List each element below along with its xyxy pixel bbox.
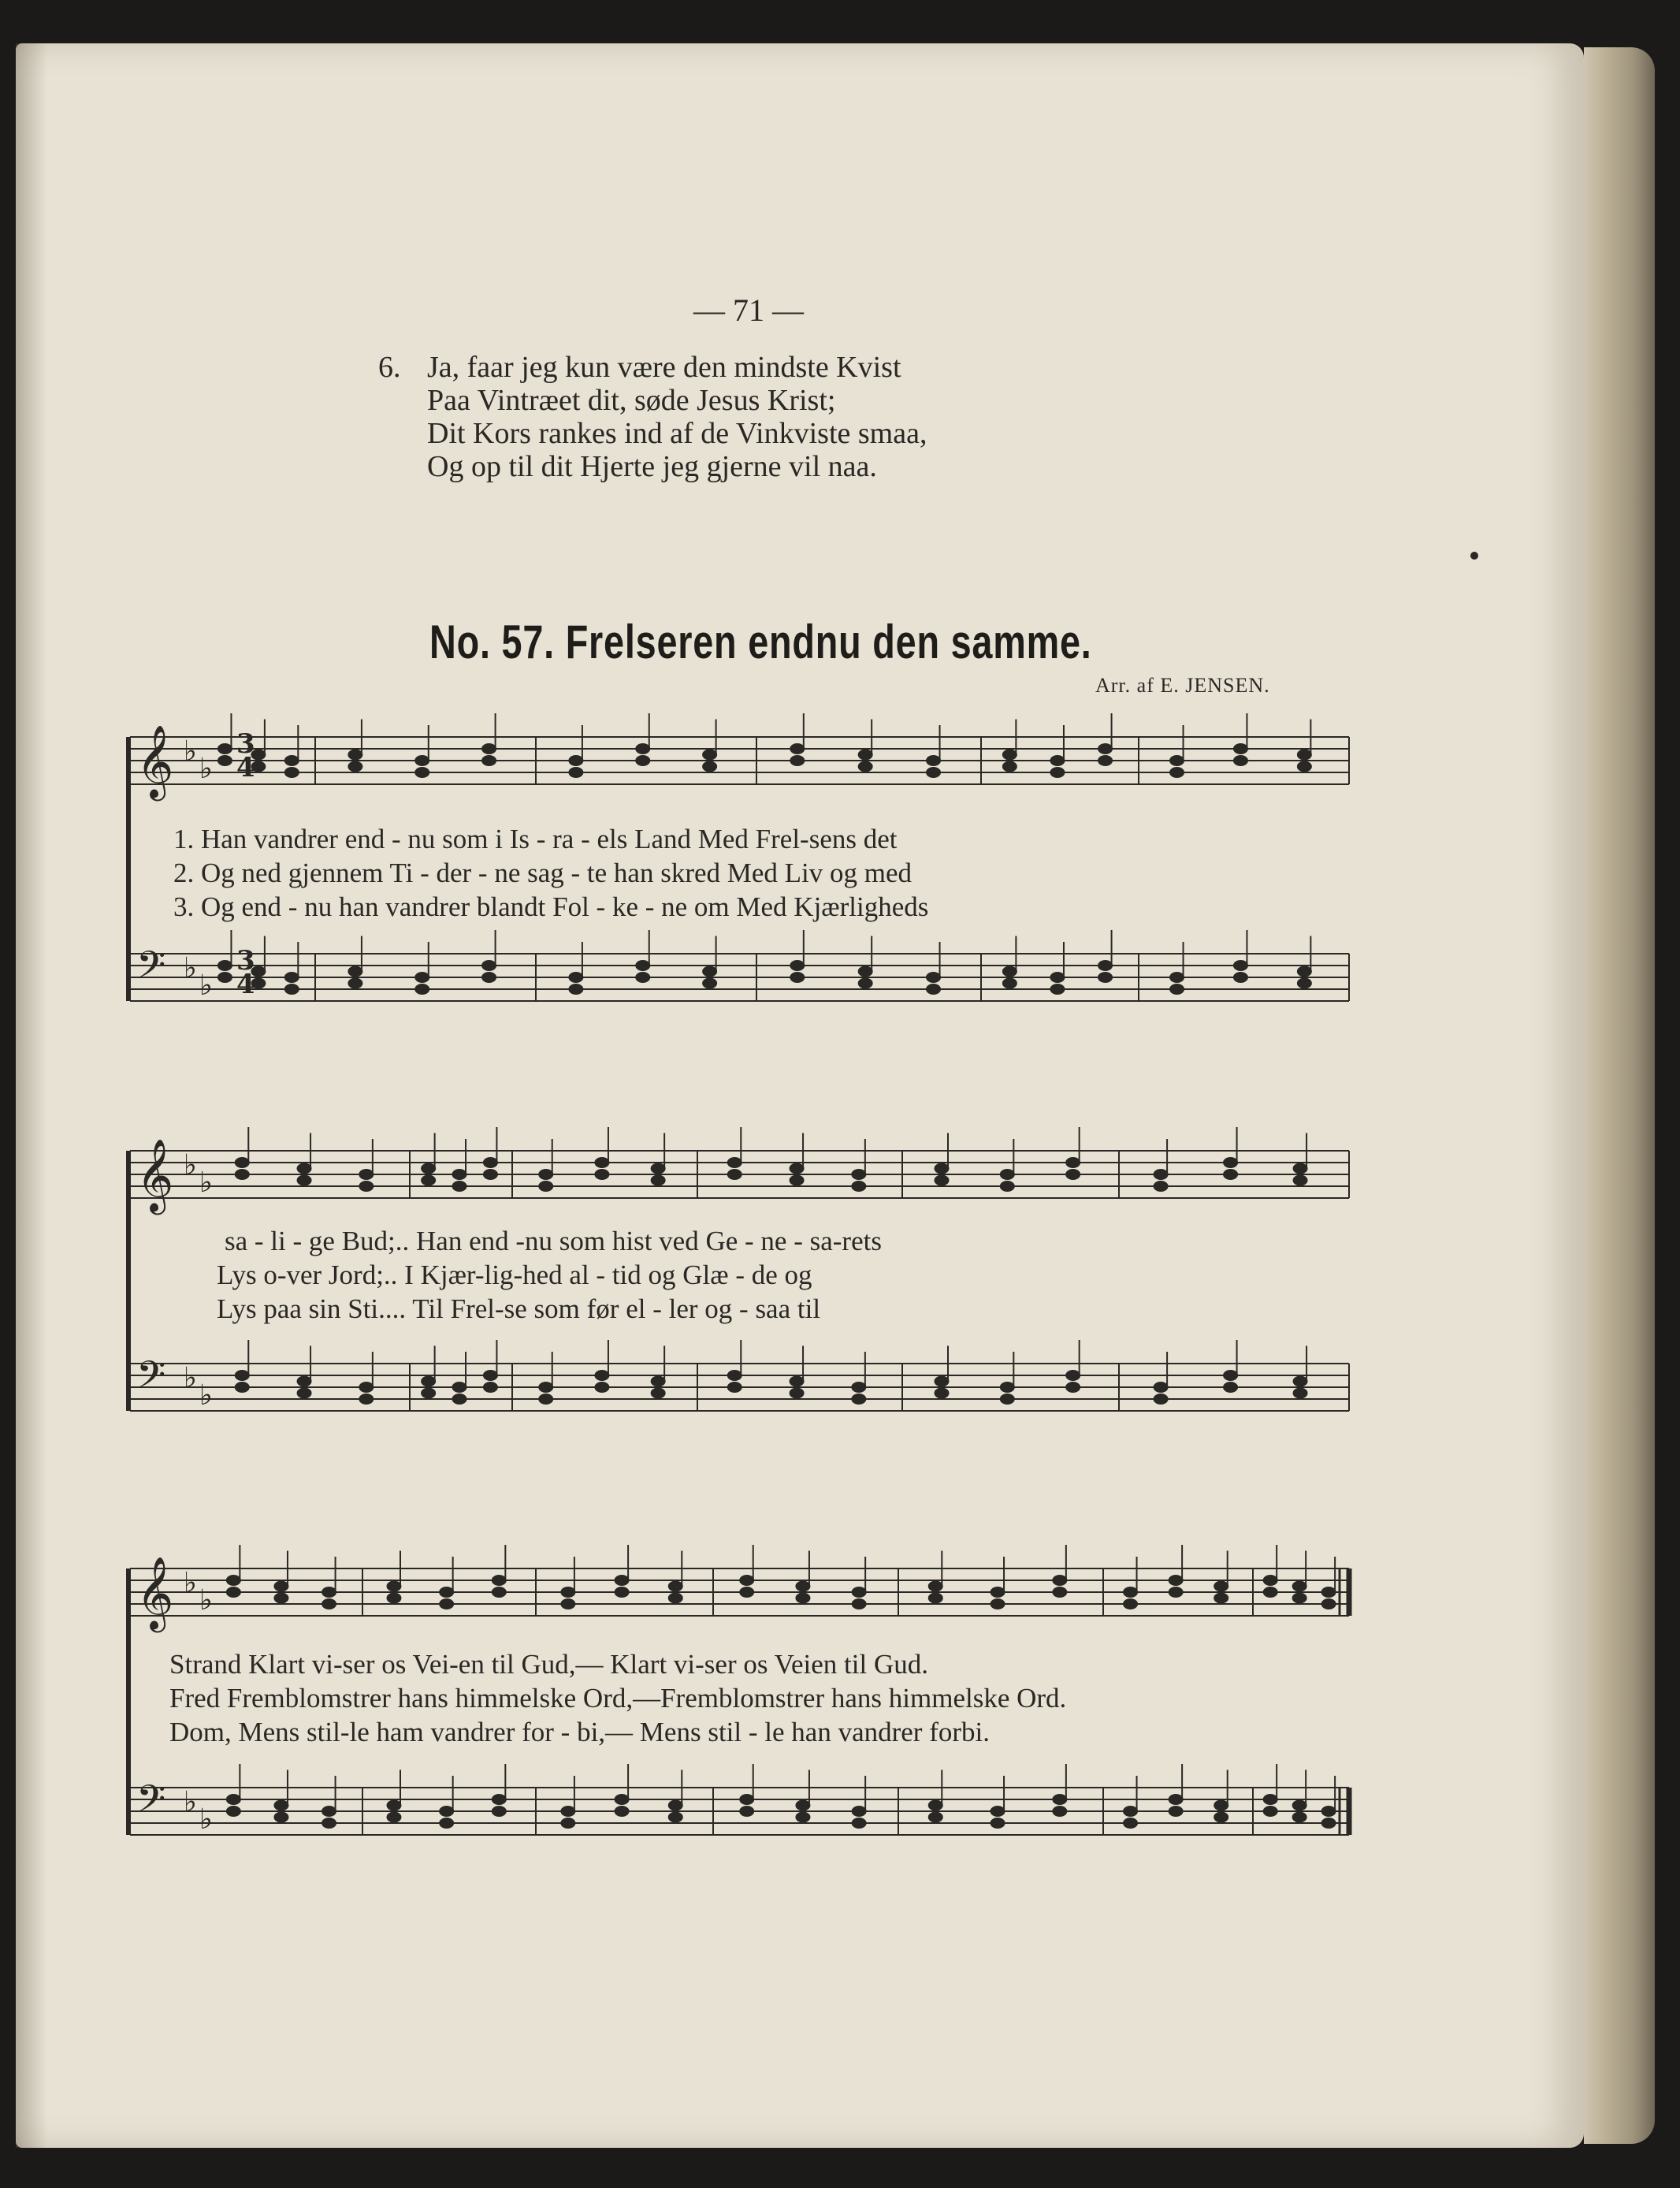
notehead xyxy=(415,768,429,778)
notehead xyxy=(217,961,232,971)
notehead xyxy=(482,744,496,754)
notehead xyxy=(440,1599,454,1609)
notehead xyxy=(226,1587,240,1598)
notehead xyxy=(226,1795,240,1805)
notehead xyxy=(415,973,429,983)
treble-clef: 𝄞 xyxy=(136,724,174,798)
time-signature: 4 xyxy=(236,969,255,1000)
notehead xyxy=(1224,1382,1238,1393)
notehead xyxy=(1263,1795,1277,1805)
notehead xyxy=(1321,1587,1336,1598)
notehead xyxy=(1297,966,1311,977)
notehead xyxy=(790,1388,804,1398)
notehead xyxy=(727,1170,742,1180)
notehead xyxy=(297,1388,311,1398)
notehead xyxy=(668,1581,682,1591)
lyric-line: 1. Han vandrer end - nu som i Is - ra - els Land Med Frel-sens det xyxy=(173,824,898,854)
lyric-line: Lys paa sin Sti.... Til Frel-se som før el - ler og - saa til xyxy=(217,1293,821,1324)
notehead xyxy=(1214,1593,1228,1603)
notehead xyxy=(595,1158,609,1168)
notehead xyxy=(636,756,650,766)
treble-clef: 𝄞 xyxy=(136,1556,174,1629)
bass-clef: 𝄢 xyxy=(136,943,166,996)
notehead xyxy=(235,1170,249,1180)
notehead xyxy=(636,961,650,971)
notehead xyxy=(790,1163,804,1174)
notehead xyxy=(595,1371,609,1381)
notehead xyxy=(539,1382,553,1393)
notehead xyxy=(1214,1581,1228,1591)
notehead xyxy=(348,750,362,760)
notehead xyxy=(1321,1818,1336,1829)
notehead xyxy=(858,750,872,760)
notehead xyxy=(651,1163,665,1174)
notehead xyxy=(1053,1576,1067,1586)
page-number: — 71 — xyxy=(693,292,804,328)
key-signature-flat: ♭ xyxy=(184,1149,197,1181)
notehead xyxy=(569,973,583,983)
notehead xyxy=(483,1371,497,1381)
notehead xyxy=(1170,756,1184,766)
notehead xyxy=(539,1181,553,1192)
notehead xyxy=(359,1170,374,1180)
notehead xyxy=(1263,1587,1277,1598)
notehead xyxy=(858,966,872,977)
notehead xyxy=(284,756,299,766)
bass-clef: 𝄢 xyxy=(136,1353,166,1406)
notehead xyxy=(452,1382,466,1393)
notehead xyxy=(217,756,232,766)
notehead xyxy=(1224,1158,1238,1168)
notehead xyxy=(1154,1181,1168,1192)
notehead xyxy=(1170,984,1184,995)
notehead xyxy=(1154,1170,1168,1180)
notehead xyxy=(928,1800,942,1810)
key-signature-flat: ♭ xyxy=(184,1567,197,1599)
notehead xyxy=(852,1818,866,1829)
notehead xyxy=(1169,1587,1183,1598)
key-signature-flat: ♭ xyxy=(199,1584,213,1617)
notehead xyxy=(492,1576,506,1586)
time-signature: 3 xyxy=(236,728,255,760)
notehead xyxy=(1066,1382,1080,1393)
notehead xyxy=(1233,961,1247,971)
notehead xyxy=(348,761,362,772)
notehead xyxy=(1214,1800,1228,1810)
notehead xyxy=(615,1795,629,1805)
notehead xyxy=(561,1807,575,1817)
notehead xyxy=(387,1800,401,1810)
notehead xyxy=(359,1394,374,1405)
notehead xyxy=(1098,961,1113,971)
notehead xyxy=(322,1587,336,1598)
notehead xyxy=(1124,1807,1138,1817)
notehead xyxy=(1224,1170,1238,1180)
notehead xyxy=(852,1599,866,1609)
notehead xyxy=(1053,1795,1067,1805)
notehead xyxy=(852,1181,866,1192)
notehead xyxy=(1124,1818,1138,1829)
notehead xyxy=(1066,1170,1080,1180)
notehead xyxy=(1050,756,1065,766)
notehead xyxy=(1169,1795,1183,1805)
notehead xyxy=(1124,1587,1138,1598)
notehead xyxy=(1050,984,1065,995)
notehead xyxy=(927,768,941,778)
notehead xyxy=(852,1807,866,1817)
verse-line: Dit Kors rankes ind af de Vinkviste smaa, xyxy=(427,417,927,450)
key-signature-flat: ♭ xyxy=(184,735,197,768)
notehead xyxy=(1002,761,1017,772)
notehead xyxy=(1002,966,1017,977)
notehead xyxy=(703,978,717,988)
notehead xyxy=(1297,978,1311,988)
notehead xyxy=(1066,1158,1080,1168)
notehead xyxy=(1321,1599,1336,1609)
notehead xyxy=(790,756,805,766)
notehead xyxy=(740,1587,754,1598)
notehead xyxy=(1233,973,1247,983)
notehead xyxy=(322,1807,336,1817)
lyric-line: 3. Og end - nu han vandrer blandt Fol - ke - ne om Med Kjærligheds xyxy=(173,891,929,922)
notehead xyxy=(1293,1388,1307,1398)
notehead xyxy=(651,1376,665,1386)
key-signature-flat: ♭ xyxy=(199,1379,213,1412)
notehead xyxy=(492,1795,506,1805)
notehead xyxy=(1170,768,1184,778)
notehead xyxy=(1293,1163,1307,1174)
notehead xyxy=(561,1818,575,1829)
notehead xyxy=(284,984,299,995)
notehead xyxy=(636,744,650,754)
notehead xyxy=(359,1382,374,1393)
notehead xyxy=(852,1170,866,1180)
notehead xyxy=(727,1371,742,1381)
key-signature-flat: ♭ xyxy=(184,952,197,984)
notehead xyxy=(1214,1812,1228,1822)
notehead xyxy=(790,961,805,971)
notehead xyxy=(991,1818,1005,1829)
notehead xyxy=(422,1163,436,1174)
notehead xyxy=(1066,1371,1080,1381)
notehead xyxy=(1002,750,1017,760)
notehead xyxy=(796,1800,810,1810)
notehead xyxy=(1263,1807,1277,1817)
notehead xyxy=(226,1807,240,1817)
notehead xyxy=(796,1581,810,1591)
notehead xyxy=(217,744,232,754)
notehead xyxy=(235,1371,249,1381)
notehead xyxy=(595,1170,609,1180)
notehead xyxy=(935,1163,949,1174)
time-signature: 3 xyxy=(236,945,255,977)
notehead xyxy=(483,1382,497,1393)
notehead xyxy=(415,984,429,995)
notehead xyxy=(452,1181,466,1192)
notehead xyxy=(1297,761,1311,772)
notehead xyxy=(991,1807,1005,1817)
lyric-line: Strand Klart vi-ser os Vei-en til Gud,— Klart vi-ser os Veien til Gud. xyxy=(169,1649,928,1680)
notehead xyxy=(274,1593,288,1603)
notehead xyxy=(790,1376,804,1386)
notehead xyxy=(796,1593,810,1603)
notehead xyxy=(668,1800,682,1810)
notehead xyxy=(1000,1394,1014,1405)
notehead xyxy=(387,1812,401,1822)
notehead xyxy=(1292,1800,1306,1810)
notehead xyxy=(790,973,805,983)
notehead xyxy=(927,984,941,995)
notehead xyxy=(790,1175,804,1185)
notehead xyxy=(569,756,583,766)
treble-clef: 𝄞 xyxy=(136,1138,174,1211)
notehead xyxy=(727,1382,742,1393)
notehead xyxy=(858,761,872,772)
notehead xyxy=(1050,768,1065,778)
notehead xyxy=(928,1593,942,1603)
notehead xyxy=(297,1376,311,1386)
notehead xyxy=(1000,1382,1014,1393)
notehead xyxy=(928,1581,942,1591)
notehead xyxy=(651,1175,665,1185)
notehead xyxy=(595,1382,609,1393)
notehead xyxy=(1233,744,1247,754)
notehead xyxy=(1233,756,1247,766)
notehead xyxy=(217,973,232,983)
time-signature: 4 xyxy=(236,752,255,783)
notehead xyxy=(284,768,299,778)
notehead xyxy=(482,961,496,971)
verse-line: Og op til dit Hjerte jeg gjerne vil naa. xyxy=(427,450,877,483)
notehead xyxy=(1154,1382,1168,1393)
notehead xyxy=(235,1382,249,1393)
notehead xyxy=(482,973,496,983)
notehead xyxy=(348,966,362,977)
notehead xyxy=(1169,1576,1183,1586)
notehead xyxy=(322,1818,336,1829)
notehead xyxy=(927,973,941,983)
notehead xyxy=(852,1587,866,1598)
notehead xyxy=(297,1175,311,1185)
notehead xyxy=(1263,1576,1277,1586)
notehead xyxy=(668,1812,682,1822)
key-signature-flat: ♭ xyxy=(184,1362,197,1394)
key-signature-flat: ♭ xyxy=(199,1803,213,1836)
notehead xyxy=(274,1800,288,1810)
lyric-line: 2. Og ned gjennem Ti - der - ne sag - te han skred Med Liv og med xyxy=(173,858,912,888)
notehead xyxy=(928,1812,942,1822)
notehead xyxy=(703,761,717,772)
hymn-title: No. 57. Frelseren endnu den samme. xyxy=(429,616,1092,668)
notehead xyxy=(561,1599,575,1609)
notehead xyxy=(235,1158,249,1168)
notehead xyxy=(790,744,805,754)
key-signature-flat: ♭ xyxy=(199,753,213,785)
verse-line: Paa Vintræet dit, søde Jesus Krist; xyxy=(427,384,836,417)
notehead xyxy=(1002,978,1017,988)
notehead xyxy=(1124,1599,1138,1609)
notehead xyxy=(422,1175,436,1185)
notehead xyxy=(561,1587,575,1598)
notehead xyxy=(440,1807,454,1817)
key-signature-flat: ♭ xyxy=(184,1786,197,1818)
key-signature-flat: ♭ xyxy=(199,1167,213,1199)
lyric-line: Fred Fremblomstrer hans himmelske Ord,—Fremblomstrer hans himmelske Ord. xyxy=(169,1683,1067,1714)
notehead xyxy=(651,1388,665,1398)
notehead xyxy=(1053,1807,1067,1817)
notehead xyxy=(852,1394,866,1405)
notehead xyxy=(1098,744,1113,754)
notehead xyxy=(1224,1371,1238,1381)
notehead xyxy=(415,756,429,766)
notehead xyxy=(492,1587,506,1598)
bass-clef: 𝄢 xyxy=(136,1777,166,1830)
notehead xyxy=(422,1376,436,1386)
notehead xyxy=(927,756,941,766)
notehead xyxy=(440,1587,454,1598)
notehead xyxy=(740,1807,754,1817)
notehead xyxy=(1292,1581,1306,1591)
lyric-line: sa - li - ge Bud;.. Han end -nu som hist ved Ge - ne - sa-rets xyxy=(225,1226,882,1256)
notehead xyxy=(1000,1170,1014,1180)
notehead xyxy=(1098,756,1113,766)
notehead xyxy=(991,1587,1005,1598)
notehead xyxy=(226,1576,240,1586)
lyric-line: Dom, Mens stil-le ham vandrer for - bi,— Mens stil - le han vandrer forbi. xyxy=(169,1717,990,1747)
arranger-credit: Arr. af E. JENSEN. xyxy=(1095,674,1270,697)
notehead xyxy=(935,1376,949,1386)
notehead xyxy=(284,973,299,983)
notehead xyxy=(1292,1812,1306,1822)
notehead xyxy=(359,1181,374,1192)
notehead xyxy=(1000,1181,1014,1192)
notehead xyxy=(615,1576,629,1586)
notehead xyxy=(492,1807,506,1817)
notehead xyxy=(387,1581,401,1591)
notehead xyxy=(1321,1807,1336,1817)
notehead xyxy=(935,1175,949,1185)
notehead xyxy=(1098,973,1113,983)
notehead xyxy=(569,984,583,995)
notehead xyxy=(852,1382,866,1393)
notehead xyxy=(322,1599,336,1609)
notehead xyxy=(1154,1394,1168,1405)
notehead xyxy=(727,1158,742,1168)
notehead xyxy=(483,1158,497,1168)
notehead xyxy=(274,1581,288,1591)
notehead xyxy=(935,1388,949,1398)
notehead xyxy=(796,1812,810,1822)
notehead xyxy=(858,978,872,988)
notehead xyxy=(615,1587,629,1598)
notehead xyxy=(387,1593,401,1603)
notehead xyxy=(483,1170,497,1180)
notehead xyxy=(668,1593,682,1603)
notehead xyxy=(1293,1376,1307,1386)
notehead xyxy=(703,966,717,977)
notehead xyxy=(1169,1807,1183,1817)
notehead xyxy=(703,750,717,760)
notehead xyxy=(1050,973,1065,983)
notehead xyxy=(740,1576,754,1586)
notehead xyxy=(440,1818,454,1829)
notehead xyxy=(539,1394,553,1405)
notehead xyxy=(991,1599,1005,1609)
notehead xyxy=(452,1170,466,1180)
notehead xyxy=(1170,973,1184,983)
notehead xyxy=(482,756,496,766)
notehead xyxy=(569,768,583,778)
notehead xyxy=(274,1812,288,1822)
notehead xyxy=(636,973,650,983)
notehead xyxy=(422,1388,436,1398)
notehead xyxy=(452,1394,466,1405)
notehead xyxy=(297,1163,311,1174)
lyric-line: Lys o-ver Jord;.. I Kjær-lig-hed al - tid og Glæ - de og xyxy=(217,1260,812,1290)
notehead xyxy=(615,1807,629,1817)
notehead xyxy=(1053,1587,1067,1598)
notehead xyxy=(539,1170,553,1180)
notehead xyxy=(1297,750,1311,760)
notehead xyxy=(1292,1593,1306,1603)
notehead xyxy=(740,1795,754,1805)
verse-number: 6. xyxy=(378,351,401,384)
notehead xyxy=(1293,1175,1307,1185)
notehead xyxy=(348,978,362,988)
verse-line: Ja, faar jeg kun være den mindste Kvist xyxy=(427,351,901,384)
key-signature-flat: ♭ xyxy=(199,969,213,1002)
